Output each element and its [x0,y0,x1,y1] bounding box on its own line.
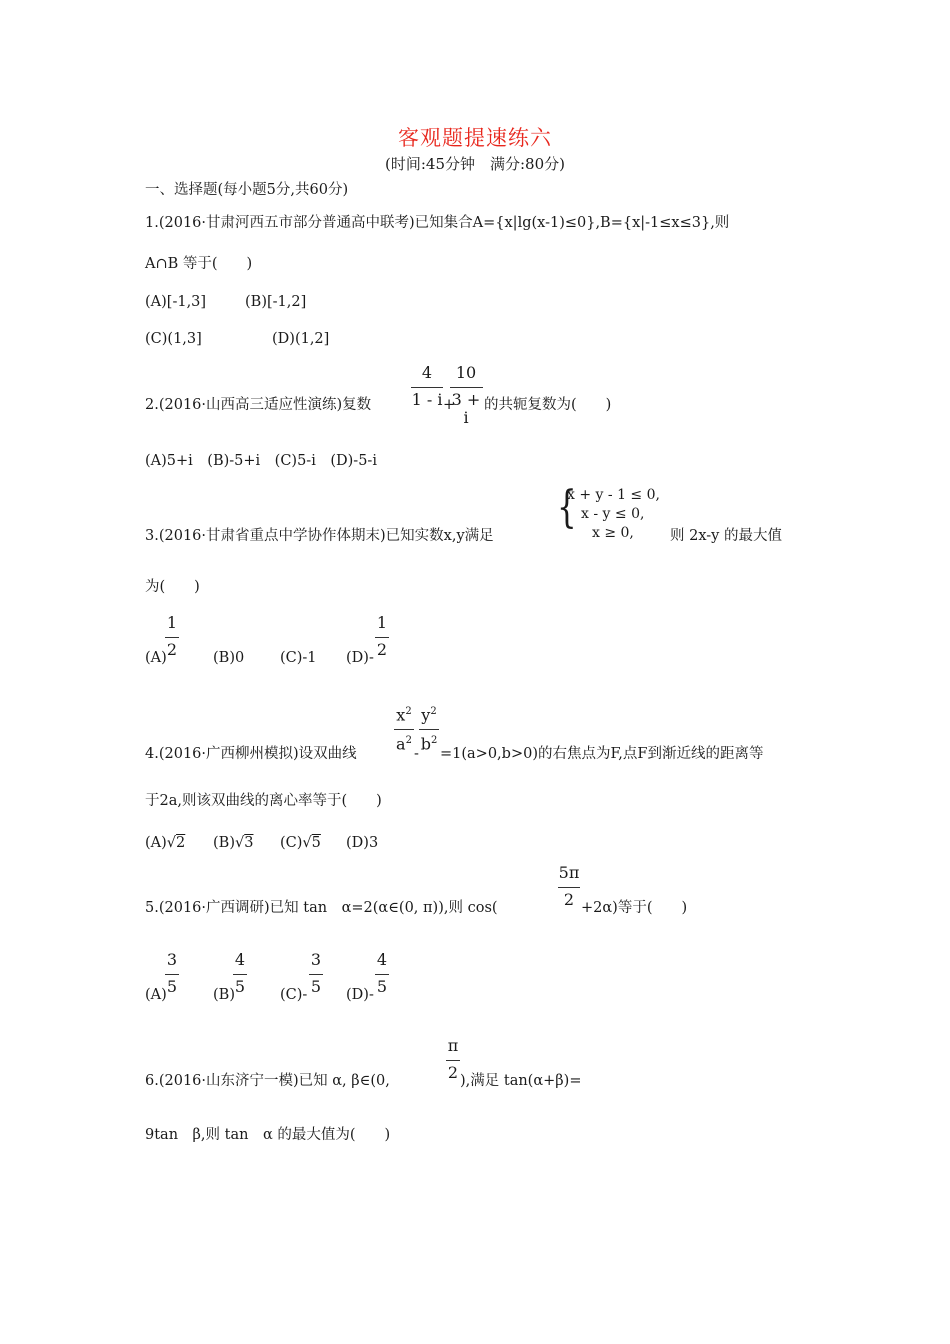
q5-option-a-bar [165,974,179,975]
q3-constraint-2: x - y ≤ 0, [581,506,645,522]
q4-frac1-bar [394,729,414,730]
q4-suffix: =1(a>0,b>0)的右焦点为F,点F到渐近线的距离等 [440,746,764,762]
q5-frac-bar [558,887,580,888]
q3-option-d-bar [375,637,389,638]
q6-frac-bar [446,1060,460,1061]
q3-option-a-bar [165,637,179,638]
q5-prefix: 5.(2016·广西调研)已知 tan α=2(α∈(0, π)),则 cos( [145,900,498,916]
q5-option-b-num: 4 [234,950,246,969]
q3-brace: { [557,482,577,533]
q1-option-d: (D)(1,2] [272,331,330,347]
q5-option-d-num: 4 [376,950,388,969]
q4-frac1-den-exp: 2 [405,735,412,746]
q4-frac2-num [418,703,440,724]
q4-frac2-num-exp: 2 [430,706,437,717]
q1-option-a: (A)[-1,3] [145,294,207,310]
q5-option-b-den: 5 [234,977,246,996]
q5-option-a-label: (A) [145,987,167,1003]
q4-option-c-radicand: 5 [311,835,321,851]
q5-option-c-den: 5 [310,977,322,996]
q2-frac2-num: 10 [455,363,477,382]
q2-options: (A)5+i (B)-5+i (C)5-i (D)-5-i [145,453,377,469]
q3-option-a-den: 2 [166,640,178,659]
q3-option-d-label: (D)- [346,650,374,666]
q1-option-c: (C)(1,3] [145,331,202,347]
q3-option-d-num: 1 [376,613,388,632]
q4-option-b-radicand: 3 [244,835,254,851]
q5-option-d-label: (D)- [346,987,374,1003]
q5-option-d-den: 5 [376,977,388,996]
radical-icon: √ [234,835,245,851]
q3-stem-cont: 为( ) [145,579,200,595]
page-title: 客观题提速练六 [398,126,552,150]
radical-icon: √ [302,835,312,851]
q4-option-b [213,834,253,852]
q5-suffix: +2α)等于( ) [581,900,688,916]
q1-stem: 1.(2016·甘肃河西五市部分普通高中联考)已知集合A={x|lg(x-1)≤0},B={x|-1≤x≤3},则 [145,215,730,231]
q4-option-a-radicand: 2 [176,835,186,851]
q2-frac2-den: 3 + i [451,390,481,427]
q4-frac2-den-exp: 2 [430,735,438,746]
q3-option-b: (B)0 [213,650,245,666]
q3-option-c: (C)-1 [280,650,317,666]
q4-minus: - [414,746,419,762]
q1-stem-cont: A∩B 等于( ) [145,256,253,272]
q3-suffix: 则 2x-y 的最大值 [670,528,782,544]
q6-prefix: 6.(2016·山东济宁一模)已知 α, β∈(0, [145,1073,390,1089]
q2-suffix: 的共轭复数为( ) [484,397,612,413]
q4-frac2-num-var: y [421,705,431,725]
q5-option-a-den: 5 [166,977,178,996]
q4-option-a [145,834,185,852]
q3-option-a-label: (A) [145,650,167,666]
page-subtitle: (时间:45分钟 满分:80分) [385,155,565,173]
q6-frac-den: 2 [447,1063,459,1082]
q5-frac-den: 2 [563,890,575,909]
q4-frac1-num [393,703,415,724]
q3-constraint-1: x + y - 1 ≤ 0, [567,487,660,503]
q2-prefix: 2.(2016·山西高三适应性演练)复数 [145,397,372,413]
q2-frac1-bar [411,387,443,388]
q4-frac1-num-var: x [396,705,406,725]
q4-option-d: (D)3 [346,835,379,851]
q5-option-a-num: 3 [166,950,178,969]
q5-option-c-label: (C)- [280,987,308,1003]
q2-frac1-num: 4 [421,363,433,382]
q6-stem-cont: 9tan β,则 tan α 的最大值为( ) [145,1127,391,1143]
q4-frac1-num-exp: 2 [405,706,412,717]
q4-prefix: 4.(2016·广西柳州模拟)设双曲线 [145,746,357,762]
q5-frac-num: 5π [558,863,580,882]
q2-frac2-bar [450,387,483,388]
q4-option-a-label: (A) [145,835,167,851]
q4-option-c [280,834,321,852]
q3-constraint-3: x ≥ 0, [592,525,634,541]
q4-option-c-label: (C) [280,835,303,851]
q5-option-c-bar [309,974,323,975]
q4-option-b-label: (B) [213,835,235,851]
q4-stem-cont: 于2a,则该双曲线的离心率等于( ) [145,793,382,809]
q2-frac1-den: 1 - i [411,390,443,409]
q4-frac1-den [393,732,415,753]
q4-frac2-bar [419,729,439,730]
q2-plus: + [443,397,456,413]
q1-option-b: (B)[-1,2] [245,294,307,310]
q4-frac1-den-var: a [396,734,406,754]
q3-option-d-den: 2 [376,640,388,659]
q4-frac2-den-var: b [420,734,431,754]
q4-frac2-den [418,732,440,753]
q5-option-b-bar [233,974,247,975]
q5-option-d-bar [375,974,389,975]
section-heading: 一、选择题(每小题5分,共60分) [145,182,349,198]
q6-suffix: ),满足 tan(α+β)= [460,1073,582,1089]
radical-icon: √ [166,835,177,851]
q6-frac-num: π [447,1036,459,1055]
q5-option-c-num: 3 [310,950,322,969]
q3-option-a-num: 1 [166,613,178,632]
q5-option-b-label: (B) [213,987,235,1003]
q3-prefix: 3.(2016·甘肃省重点中学协作体期末)已知实数x,y满足 [145,528,494,544]
